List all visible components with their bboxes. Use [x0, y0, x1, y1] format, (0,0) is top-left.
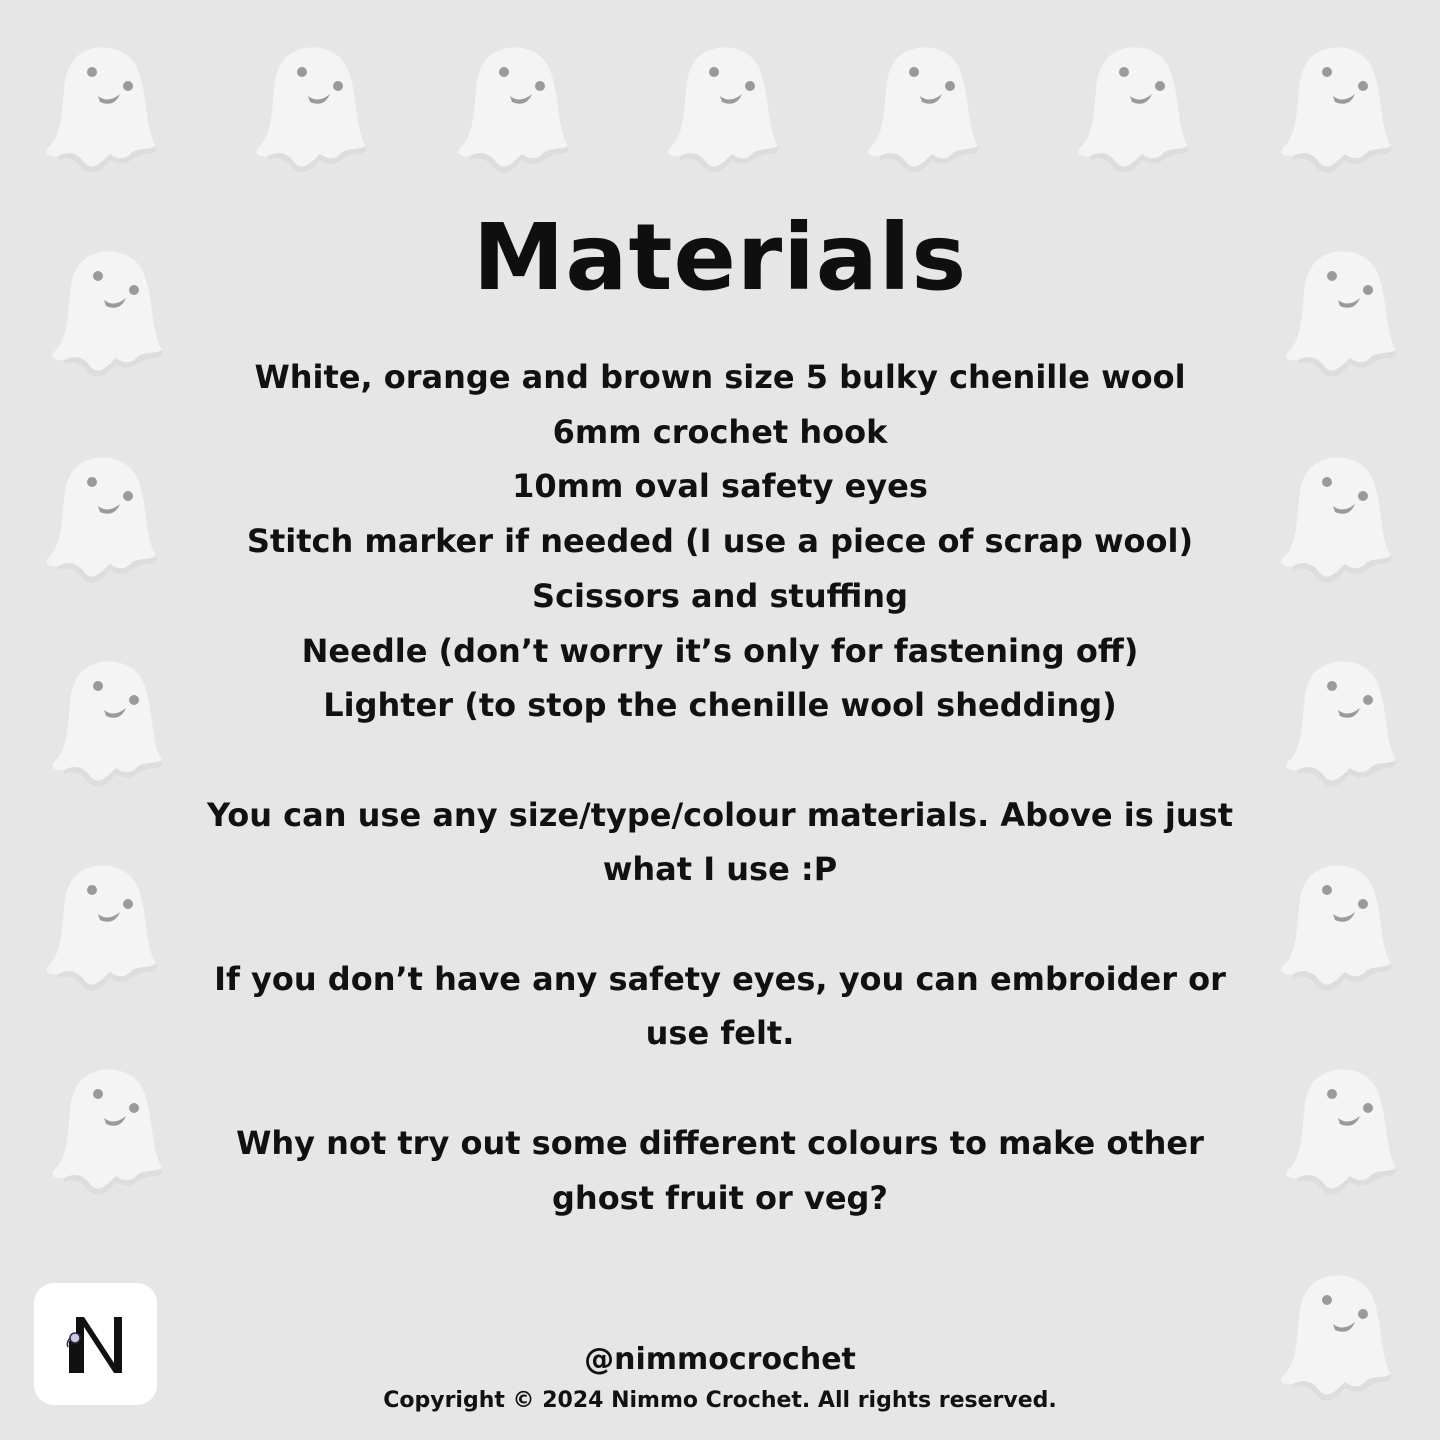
ghost-icon	[40, 38, 160, 178]
ghost-icon	[452, 38, 572, 178]
material-item: Scissors and stuffing	[532, 576, 908, 615]
ghost-icon	[40, 448, 160, 588]
ghost-icon	[1275, 856, 1395, 996]
spacer	[200, 897, 1240, 952]
ghost-icon	[250, 38, 370, 178]
ghost-icon	[46, 1060, 166, 1200]
note-line: what I use :P	[602, 850, 838, 889]
material-item: 6mm crochet hook	[552, 412, 888, 451]
note-line: If you don’t have any safety eyes, you can embroider or	[214, 959, 1226, 998]
note-line: You can use any size/type/colour materials. Above is just	[207, 795, 1233, 834]
material-item: White, orange and brown size 5 bulky chenille wool	[254, 358, 1186, 396]
note-line: use felt.	[645, 1014, 795, 1053]
materials-content	[200, 350, 1240, 1225]
ghost-icon	[862, 38, 982, 178]
spacer	[200, 733, 1240, 788]
ghost-icon	[46, 652, 166, 792]
material-item: Lighter (to stop the chenille wool shedding)	[323, 686, 1117, 725]
page-title: Materials	[472, 204, 968, 311]
material-item: 10mm oval safety eyes	[512, 467, 928, 506]
material-item: Needle (don’t worry it’s only for fastening off)	[301, 631, 1139, 670]
note-line: ghost fruit or veg?	[552, 1178, 888, 1217]
ghost-icon	[662, 38, 782, 178]
ghost-icon	[1275, 448, 1395, 588]
ghost-icon	[1275, 38, 1395, 178]
social-handle: @nimmocrochet	[584, 1342, 856, 1377]
ghost-icon	[1280, 652, 1400, 792]
material-item: Stitch marker if needed (I use a piece of scrap wool)	[246, 522, 1194, 561]
ghost-icon	[1072, 38, 1192, 178]
note-line: Why not try out some different colours to make other	[236, 1123, 1204, 1162]
copyright-notice: Copyright © 2024 Nimmo Crochet. All rights reserved.	[383, 1388, 1057, 1413]
spacer	[200, 1061, 1240, 1116]
ghost-icon	[40, 856, 160, 996]
ghost-icon	[1280, 1060, 1400, 1200]
